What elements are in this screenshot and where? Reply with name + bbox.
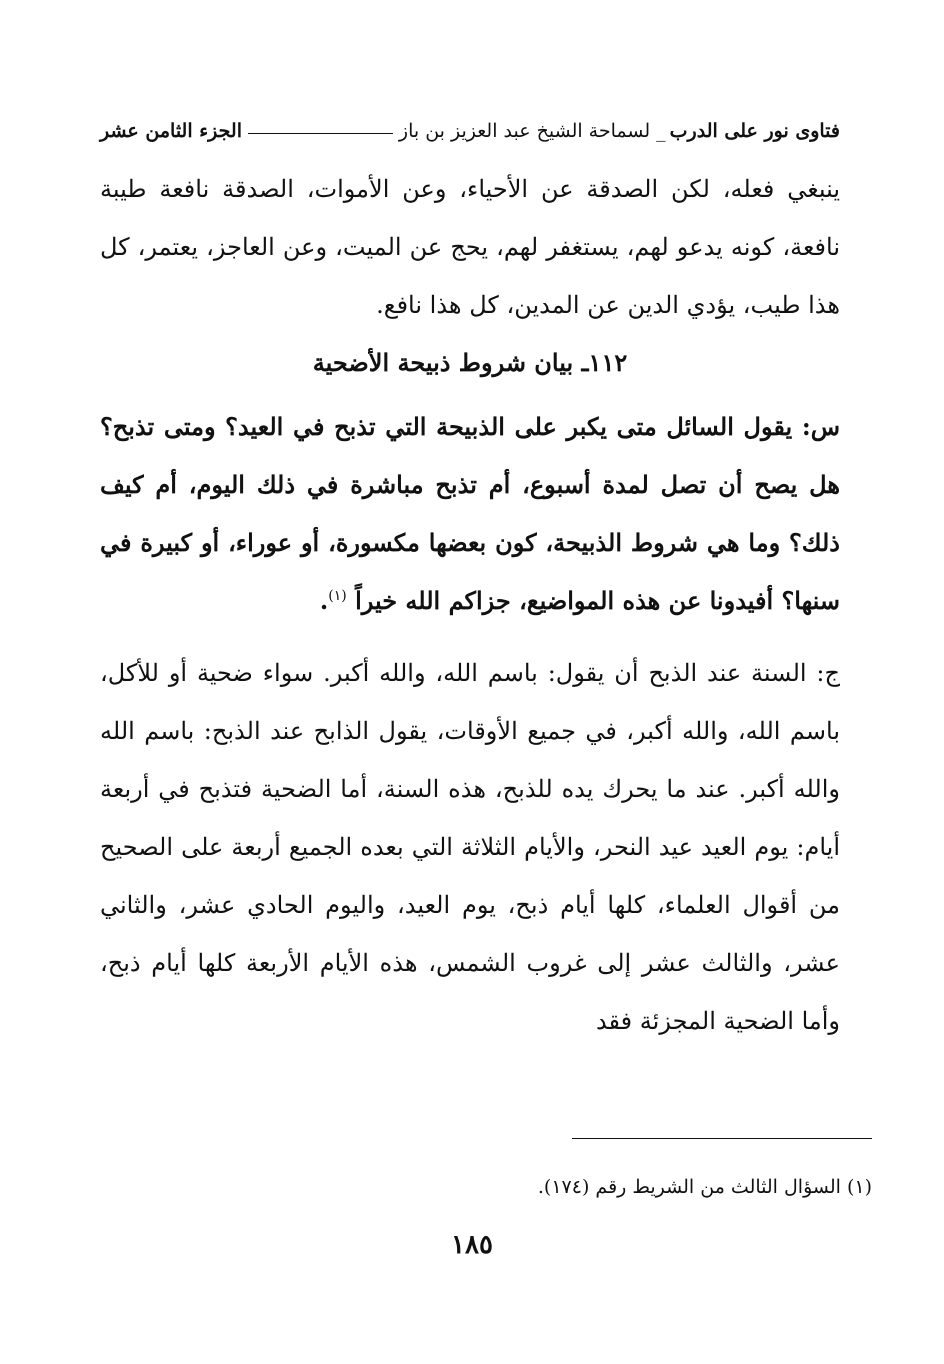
footnote-reference: (١) (328, 588, 347, 604)
continuation-paragraph: ينبغي فعله، لكن الصدقة عن الأحياء، وعن الأموات، الصدقة نافعة طيبة نافعة، كونه يدعو لهم، يستغفر لهم، يحج عن الميت، وعن العاجز، يعتمر، كل هذا طيب، يؤدي الدين عن المدين، كل هذا نافع. (100, 175, 840, 319)
running-header (100, 108, 840, 142)
body-text (100, 160, 840, 1050)
book-title: فتاوى نور على الدرب (669, 120, 840, 142)
author-name: _ لسماحة الشيخ عبد العزيز بن باز (398, 120, 666, 142)
header-rule (248, 133, 393, 134)
answer-paragraph: ج: السنة عند الذبح أن يقول: باسم الله، والله أكبر. سواء ضحية أو للأكل، باسم الله، والله أكبر، في جميع الأوقات، يقول الذابح عند الذبح: باسم الله والله أكبر. عند ما يحرك يده للذبح، هذه السنة، أما الضحية فتذبح في أربعة أيام: يوم العيد عيد النحر، والأيام الثلاثة التي بعده الجميع أربعة على الصحيح من أقوال العلماء، كلها أيام ذبح، يوم العيد، واليوم الحادي عشر، والثاني عشر، والثالث عشر إلى غروب الشمس، هذه الأيام الأربعة كلها أيام ذبح، وأما الضحية المجزئة فقد (100, 659, 840, 1035)
page-number: ١٨٥ (451, 1230, 493, 1260)
question-text: س: يقول السائل متى يكبر على الذبيحة التي تذبح في العيد؟ ومتى تذبح؟ هل يصح أن تصل لمدة أسبوع، أم تذبح مباشرة في ذلك اليوم، أم كيف ذلك؟ وما هي شروط الذبيحة، كون بعضها مكسورة، أو عوراء، أو كبيرة في سنها؟ أفيدونا عن هذه المواضيع، جزاكم الله خيراً (100, 412, 840, 615)
question-paragraph (100, 398, 840, 630)
volume-label: الجزء الثامن عشر (100, 120, 242, 142)
footnote: (١) السؤال الثالث من الشريط رقم (١٧٤). (537, 1176, 872, 1198)
footnote-divider (572, 1138, 872, 1139)
question-end: . (319, 586, 329, 615)
section-heading: ١١٢ـ بيان شروط ذبيحة الأضحية (312, 348, 628, 377)
